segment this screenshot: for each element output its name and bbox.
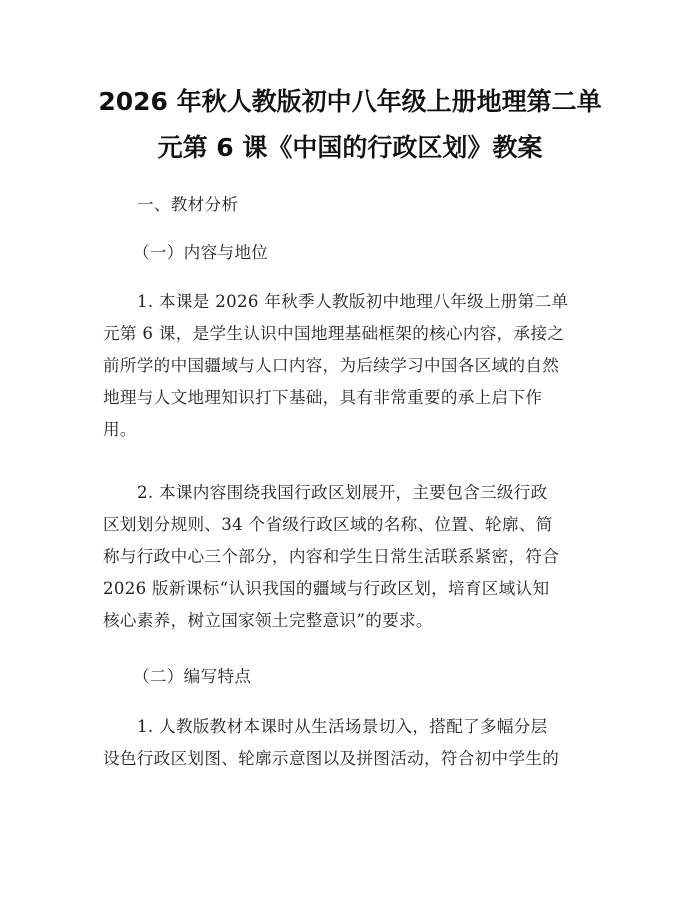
- paragraph-line: 用。: [103, 420, 137, 439]
- paragraph-line: 称与行政中心三个部分，内容和学生日常生活联系紧密，符合: [103, 547, 560, 566]
- paragraph-line: 元第 6 课，是学生认识中国地理基础框架的核心内容，承接之: [103, 324, 565, 343]
- paragraph-line: 地理与人文地理知识打下基础，具有非常重要的承上启下作: [103, 388, 543, 407]
- paragraph-line: 1. 人教版教材本课时从生活场景切入，搭配了多幅分层: [137, 717, 548, 736]
- paragraph-line: 2. 本课内容围绕我国行政区划展开，主要包含三级行政: [137, 483, 548, 502]
- paragraph-line: 2026 版新课标“认识我国的疆域与行政区划，培育区域认知: [103, 579, 550, 598]
- document-title-line-1: 2026 年秋人教版初中八年级上册地理第二单: [98, 87, 602, 116]
- document-title-line-2: 元第 6 课《中国的行政区划》教案: [157, 133, 543, 162]
- paragraph-line: 核心素养，树立国家领土完整意识”的要求。: [103, 611, 433, 630]
- paragraph-line: 设色行政区划图、轮廓示意图以及拼图活动，符合初中学生的: [103, 749, 560, 768]
- paragraph-line: 前所学的中国疆域与人口内容，为后续学习中国各区域的自然: [103, 356, 560, 375]
- paragraph-line: 1. 本课是 2026 年秋季人教版初中地理八年级上册第二单: [137, 292, 569, 311]
- subsection-heading: （一）内容与地位: [133, 243, 269, 262]
- paragraph-line: 区划划分规则、34 个省级行政区域的名称、位置、轮廓、简: [103, 515, 553, 534]
- section-heading: 一、教材分析: [137, 195, 239, 214]
- subsection-heading: （二）编写特点: [133, 667, 252, 686]
